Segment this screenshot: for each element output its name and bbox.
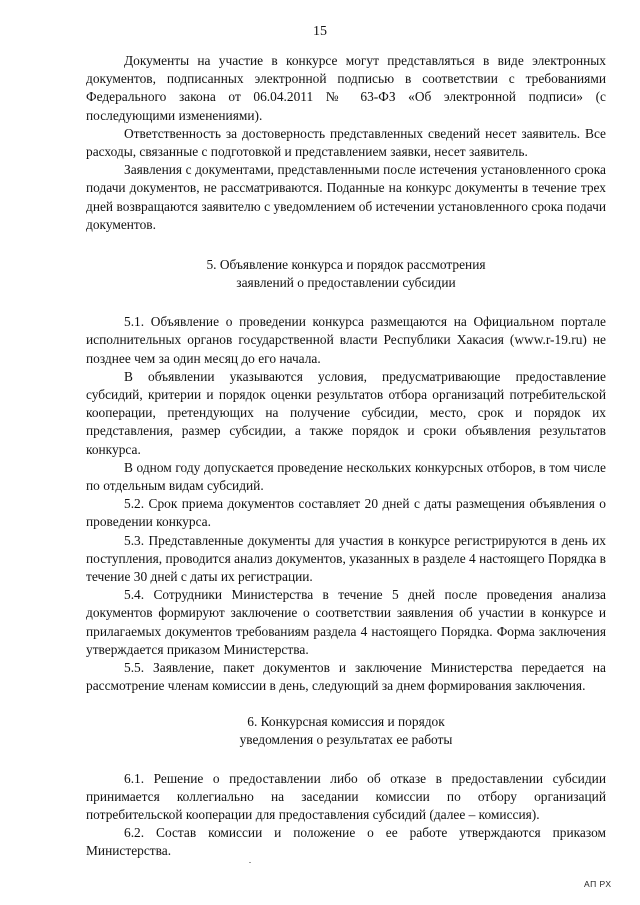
section-6-heading-line2: уведомления о результатах ее работы	[239, 732, 453, 748]
paragraph-5-1-conditions: В объявлении указываются условия, предусматривающие предоставление субсидий, критерии и порядок оценки результатов отбора организаций потребительской кооперации, претендующих на получение субсидии, место, срок и порядок их представления, размер субсидии, а также порядок и сроки объявления результатов конкурса.	[86, 368, 606, 457]
footer-mark: АП РХ	[584, 879, 612, 889]
section-5-heading-line1: 5. Объявление конкурса и порядок рассмотрения	[206, 257, 486, 273]
paragraph-late-applications: Заявления с документами, представленными после истечения установленного срока подачи документов, не рассматриваются. Поданные на конкурс документы в течение трех дней возвращаются заявителю с уведомлением об истечении установленного срока подачи документов.	[86, 162, 606, 232]
section-6-heading-line1: 6. Конкурсная комиссия и порядок	[247, 714, 445, 730]
page-number: 15	[313, 24, 327, 39]
section-5-heading	[86, 256, 606, 291]
paragraph-electronic-documents: Документы на участие в конкурсе могут представляться в виде электронных документов, подписанных электронной подписью в соответствии с требованиями Федерального закона от 06.04.2011 № 63-ФЗ «Об электронной подписи» (с последующими изменениями).	[86, 53, 606, 123]
section-5-heading-line2: заявлений о предоставлении субсидии	[236, 274, 456, 290]
paragraph-5-2: 5.2. Срок приема документов составляет 20 дней с даты размещения объявления о проведении конкурса.	[86, 496, 606, 530]
paragraph-6-1: 6.1. Решение о предоставлении либо об отказе в предоставлении субсидии принимается коллегиально на заседании комиссии по отбору организаций потребительской кооперации для предоставления субсидий (далее – комиссия).	[86, 770, 606, 823]
paragraph-5-5: 5.5. Заявление, пакет документов и заключение Министерства передается на рассмотрение членам комиссии в день, следующий за днем формирования заключения.	[86, 660, 606, 694]
document-body	[86, 52, 606, 861]
scan-artifact-dot	[249, 862, 251, 863]
paragraph-5-1: 5.1. Объявление о проведении конкурса размещаются на Официальном портале исполнительных органов государственной власти Республики Хакасия (www.r-19.ru) не позднее чем за один месяц до его начала.	[86, 314, 606, 366]
paragraph-5-1-multiple-selections: В одном году допускается проведение нескольких конкурсных отборов, в том числе по отдельным видам субсидий.	[86, 459, 606, 494]
paragraph-5-3: 5.3. Представленные документы для участия в конкурсе регистрируются в день их поступления, проводится анализ документов, указанных в разделе 4 настоящего Порядка в течение 30 дней с даты их регистрации.	[86, 532, 606, 585]
paragraph-responsibility: Ответственность за достоверность представленных сведений несет заявитель. Все расходы, связанные с подготовкой и представлением заявки, несет заявитель.	[86, 125, 606, 160]
paragraph-6-2: 6.2. Состав комиссии и положение о ее работе утверждаются приказом Министерства.	[86, 825, 606, 859]
paragraph-5-4: 5.4. Сотрудники Министерства в течение 5 дней после проведения анализа документов формируют заключение о соответствии заявления об участии в конкурсе и прилагаемых документов требованиям раздела 4 настоящего Порядка. Форма заключения утверждается приказом Министерства.	[86, 587, 606, 657]
section-6-heading	[86, 713, 606, 748]
